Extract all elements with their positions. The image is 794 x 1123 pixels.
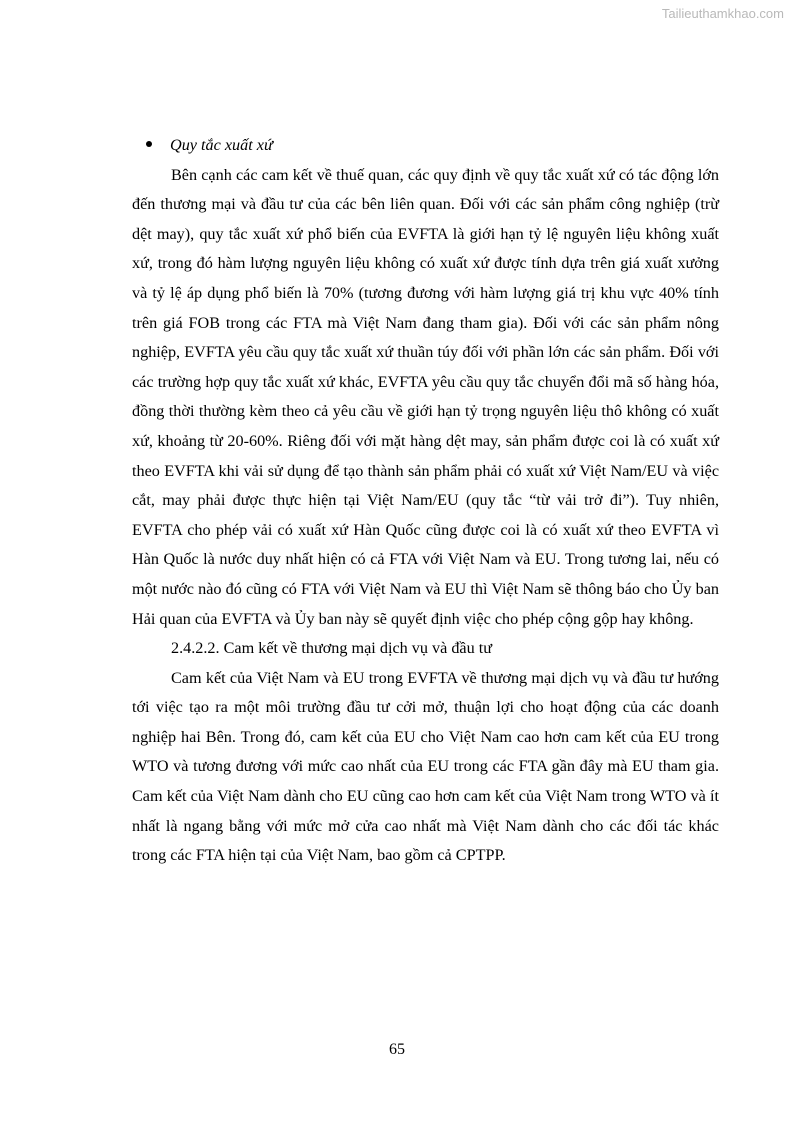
bullet-icon [146,141,152,147]
paragraph-services-investment: Cam kết của Việt Nam và EU trong EVFTA về thương mại dịch vụ và đầu tư hướng tới việc tạo ra một môi trường đầu tư cởi mở, thuận lợi cho hoạt động của các doanh nghiệp hai Bên. Trong đó, cam kết của EU cho Việt Nam cao hơn cam kết của EU trong WTO và tương đương với mức cao nhất của EU trong các FTA gần đây mà EU tham gia. Cam kết của Việt Nam dành cho EU cũng cao hơn cam kết của Việt Nam trong WTO và ít nhất là ngang bằng với mức mở cửa cao nhất mà Việt Nam dành cho các đối tác khác trong các FTA hiện tại của Việt Nam, bao gồm cả CPTPP. [132,668,719,865]
section-heading: 2.4.2.2. Cam kết về thương mại dịch vụ và đầu tư [171,639,493,658]
page-number: 65 [389,1041,405,1058]
paragraph-rules-of-origin: Bên cạnh các cam kết về thuế quan, các quy định về quy tắc xuất xứ có tác động lớn đến thương mại và đầu tư của các bên liên quan. Đối với các sản phẩm công nghiệp (trừ dệt may), quy tắc xuất xứ phổ biến của EVFTA là giới hạn tỷ lệ nguyên liệu không xuất xứ, trong đó hàm lượng nguyên liệu không có xuất xứ được tính dựa trên giá xuất xưởng và tỷ lệ áp dụng phổ biến là 70% (tương đương với hàm lượng giá trị khu vực 40% tính trên giá FOB trong các FTA mà Việt Nam đang tham gia). Đối với các sản phẩm nông nghiệp, EVFTA yêu cầu quy tắc xuất xứ thuần túy đối với phần lớn các sản phẩm. Đối với các trường hợp quy tắc xuất xứ khác, EVFTA yêu cầu quy tắc chuyển đổi mã số hàng hóa, đồng thời thường kèm theo cả yêu cầu về giới hạn tỷ trọng nguyên liệu thô không có xuất xứ, khoảng từ 20-60%. Riêng đối với mặt hàng dệt may, sản phẩm được coi là có xuất xứ theo EVFTA khi vải sử dụng để tạo thành sản phẩm phải có xuất xứ Việt Nam/EU và việc cắt, may phải được thực hiện tại Việt Nam/EU (quy tắc “từ vải trở đi”). Tuy nhiên, EVFTA cho phép vải có xuất xứ Hàn Quốc cũng được coi là có xuất xứ theo EVFTA vì Hàn Quốc là nước duy nhất hiện có cả FTA với Việt Nam và EU. Trong tương lai, nếu có một nước nào đó cũng có FTA với Việt Nam và EU thì Việt Nam sẽ thông báo cho Ủy ban Hải quan của EVFTA và Ủy ban này sẽ quyết định việc cho phép cộng gộp hay không. [132,165,719,628]
watermark: Tailieuthamkhao.com [661,6,784,21]
bullet-title: Quy tắc xuất xứ [170,136,273,154]
document-body [132,131,719,871]
bullet-item [132,131,719,161]
